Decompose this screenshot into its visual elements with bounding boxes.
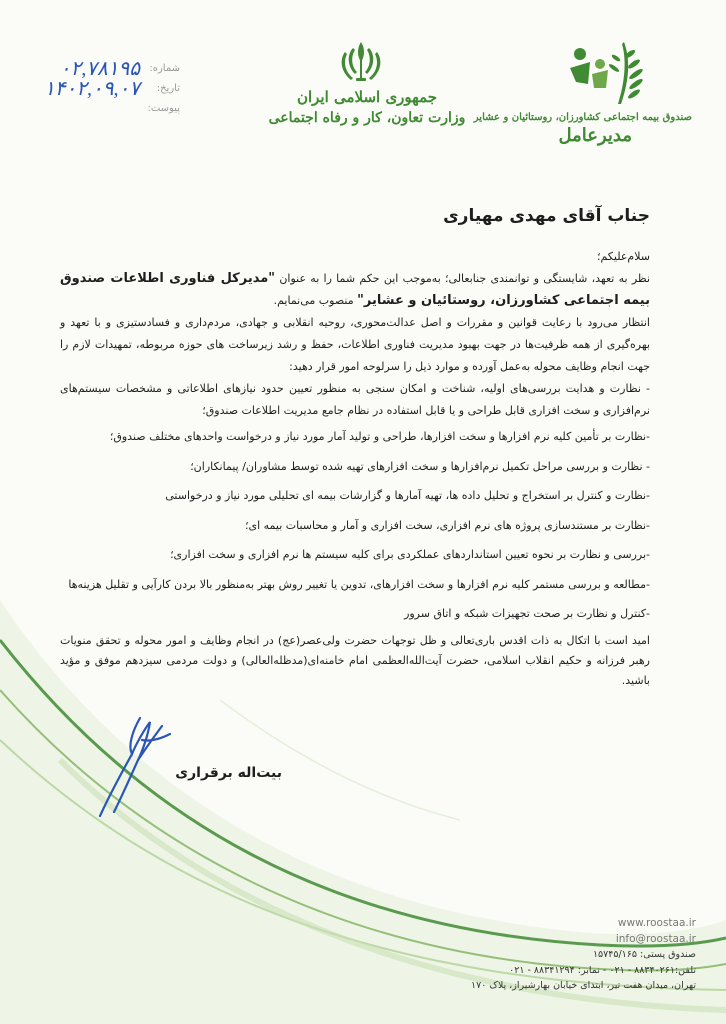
duty-item: -نظارت و کنترل بر استخراج و تحلیل داده ها، تهیه آمارها و گزارشات بیمه ای تحلیلی مورد نیاز و درخواستی [165,489,650,502]
greeting: سلام‌علیکم؛ [596,250,650,263]
letter-body [60,246,650,691]
attachment-row [30,98,180,118]
handwritten-signature [92,712,182,822]
duty-item: - نظارت و بررسی مراحل تکمیل نرم‌افزارها و سخت افزارهای تهیه شده توسط مشاوران/ پیمانکاران؛ [190,459,650,473]
number-value: ۰۲,۷۸۱۹۵ [59,57,140,80]
date-row [30,78,180,98]
signer-name: بیت‌اله برقراری [175,765,282,781]
ministry-line-1: جمهوری اسلامی ایران [296,88,438,106]
duty-item: -کنترل و نظارت بر صحت تجهیزات شبکه و اتاق سرور [404,607,650,620]
phone-fax-text: تلفن:۸۸۳۴۰۲۶۱ - ۰۲۱ - نمابر: ۸۸۳۴۱۲۹۴ - ۰۲۱ [509,964,696,976]
ministry-title [262,88,472,126]
website-text: www.roostaa.ir [617,917,696,929]
appointment-lead: نظر به تعهد، شایستگی و توانمندی جنابعالی؛ به‌موجب این حکم شما را به عنوان [279,272,651,285]
appointment-tail: منصوب می‌نمایم. [273,294,354,307]
appointment-title: "مدیرکل فناوری اطلاعات صندوق بیمه اجتماعی کشاورزان، روستائیان و عشایر" [60,271,650,308]
duties-list [60,378,650,629]
addressee: جناب آقای مهدی مهیاری [443,206,650,226]
po-box-text: صندوق پستی: ۱۵۷۴۵/۱۶۵ [592,949,696,960]
duty-item: -مطالعه و بررسی مستمر کلیه نرم افزارها و سخت افزارهای، تدوین یا تغییر روش بهتر به‌منظور بالا بردن کارآیی و تقلیل هزینه‌ها [68,577,650,591]
email-text: info@roostaa.ir [615,932,696,945]
appointment-paragraph [60,268,650,312]
attachment-label: پیوست: [147,102,180,114]
family-wheat-logo-icon [566,38,662,110]
address-text: تهران، میدان هفت تیر، ابتدای خیابان بهارشیراز، پلاک ۱۷۰ [471,980,696,991]
number-label: شماره: [149,62,180,74]
letter-meta [30,58,180,118]
ceo-title: مدیرعامل [558,125,632,146]
fund-title [470,112,692,146]
duty-item: - نظارت و هدایت بررسی‌های اولیه، شناخت و امکان سنجی به منظور تعیین حدود نیازهای اطلاعاتی و مشخصات سیستم‌های نرم‌افزاری و سخت افزاری قابل طراحی و یا قابل استفاده در نظام جامع مدیریت اطلاعات صندوق؛ [60,382,650,417]
duty-item: -بررسی و نظارت بر نحوه تعیین استانداردهای عملکردی برای کلیه سیستم ها نرم افزاری و سخت افزاری؛ [170,548,650,561]
date-label: تاریخ: [156,82,180,94]
iran-emblem-icon [336,38,386,84]
duty-item: -نظارت بر تأمین کلیه نرم افزارها و سخت افزارها، طراحی و تولید آمار مورد نیاز و درخواست واحدهای مختلف صندوق؛ [109,430,650,443]
expectation-paragraph: انتظار می‌رود با رعایت قوانین و مقررات و اصل عدالت‌محوری، روحیه انقلابی و جهادی، مردم‌داری و فسادستیزی و با تعهد و بهره‌گیری از همه ظرفیت‌ها در جهت بهبود مدیریت فناوری اطلاعات، حفظ و رشد زیرساخت های حوزه مربوطه، تمهیدات لازم را جهت انجام وظایف محوله به‌عمل آورده و موارد ذیل را سرلوحه امور قرار دهید: [60,316,650,373]
fund-name: صندوق بیمه اجتماعی کشاورزان، روستائیان و عشایر [473,112,692,123]
contact-footer [366,916,696,994]
closing-paragraph: امید است با اتکال به ذات اقدس باری‌تعالی و ظل توجهات حضرت ولی‌عصر(عج) در انجام وظایف و امور محوله و تحقق منویات رهبر فرزانه و حکیم انقلاب اسلامی، حضرت آیت‌الله‌العظمی امام خامنه‌ای(مدظله‌العالی) و دولت مردمی سیزدهم موفق و مؤید باشید. [60,633,650,687]
ministry-line-2: وزارت تعاون، کار و رفاه اجتماعی [268,110,466,126]
date-value: ۱۴۰۲,۰۹,۰۷ [44,77,140,100]
duty-item: -نظارت بر مستندسازی پروژه های نرم افزاری، سخت افزاری و آمار و محاسبات بیمه ای؛ [244,518,650,532]
